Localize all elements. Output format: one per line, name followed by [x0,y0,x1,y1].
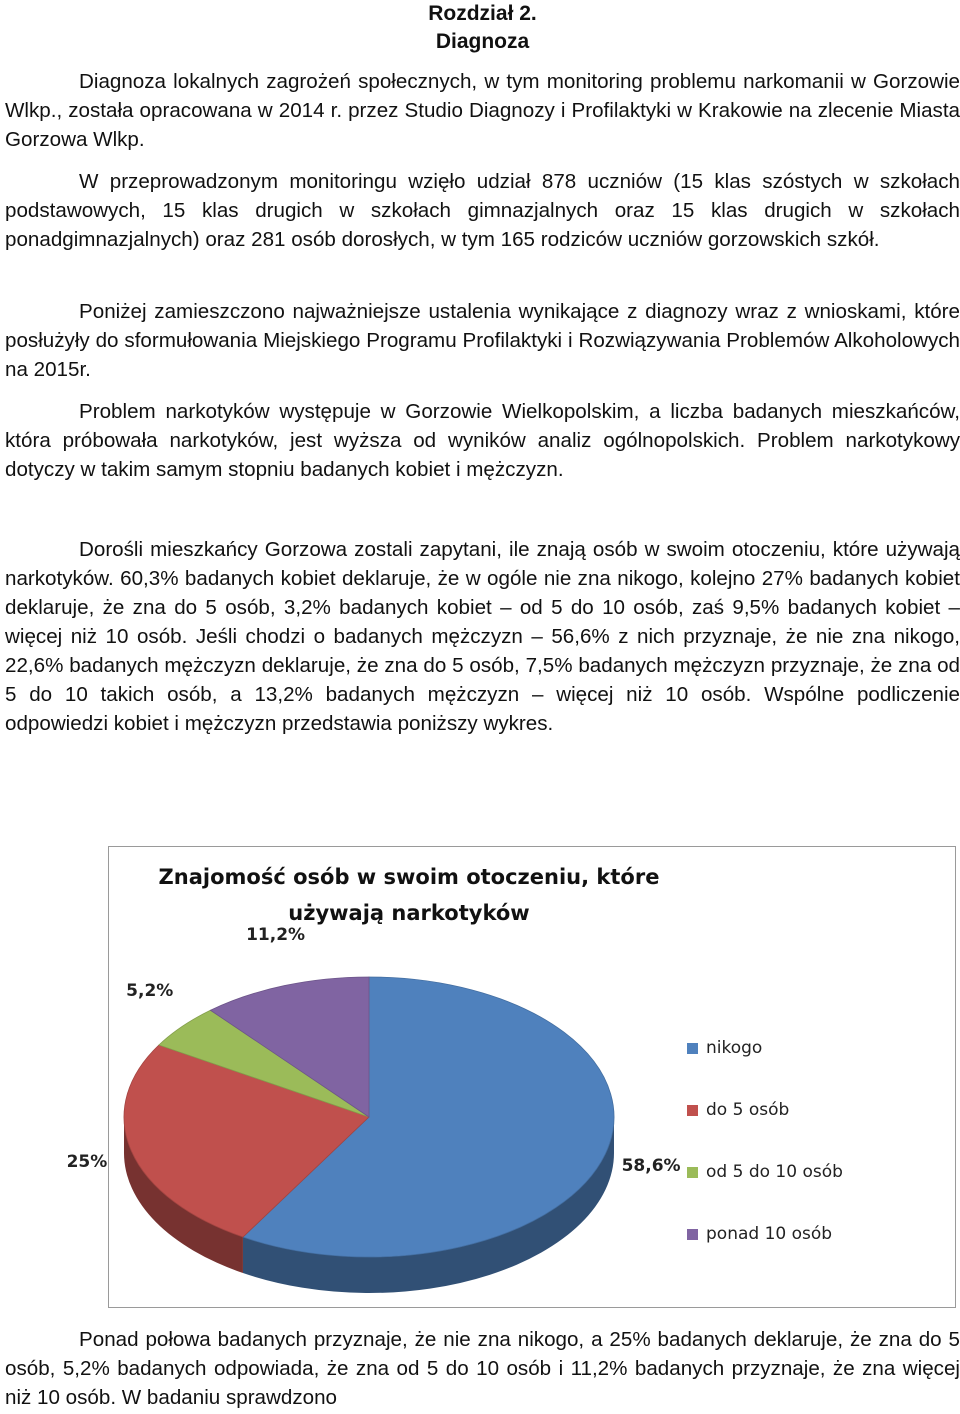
chapter-title: Diagnoza [435,30,530,53]
chapter-number: Rozdział 2. [428,2,537,25]
paragraph-drug-problem: Problem narkotyków występuje w Gorzowie Wielkopolskim, a liczba badanych mieszkańców, która próbowała narkotyków, jest wyższa od wyników analiz ogólnopolskich. Problem narkotykowy dotyczy w takim samym stopniu badanych kobiet i mężczyzn. [5,400,960,481]
pie-chart-container [66,846,956,1308]
chart-title [109,859,709,931]
legend-item-ponad-10-osób [687,1223,843,1245]
chart-title-line-1: Znajomość osób w swoim otoczeniu, które [158,865,660,889]
legend-label: nikogo [706,1038,763,1058]
legend-swatch [687,1043,698,1054]
legend-label: do 5 osób [706,1100,790,1120]
data-label-ponad-10-osób: 11,2% [246,924,306,945]
paragraph-key-findings: Poniżej zamieszczono najważniejsze ustalenia wynikające z diagnozy wraz z wnioskami, które posłużyły do sformułowania Miejskiego Programu Profilaktyki i Rozwiązywania Problemów Alkoholowych na 2015r. [5,300,960,381]
paragraph-diagnosis-intro: Diagnoza lokalnych zagrożeń społecznych, w tym monitoring problemu narkomanii w Gorzowie Wlkp., została opracowana w 2014 r. przez Studio Diagnozy i Profilaktyki w Krakowie na zlecenie Miasta Gorzowa Wlkp. [5,70,960,151]
legend-item-od-5-do-10-osób [687,1161,843,1183]
legend-label: od 5 do 10 osób [706,1162,843,1182]
data-label-nikogo: 58,6% [621,1156,681,1177]
paragraph-summary: Ponad połowa badanych przyznaje, że nie zna nikogo, a 25% badanych deklaruje, że zna do 5 osób, 5,2% badanych odpowiada, że zna od 5 do 10 osób i 11,2% badanych przyznaje, że zna więcej niż 10 osób. W badaniu sprawdzono [5,1328,960,1409]
legend-swatch [687,1167,698,1178]
paragraph-monitoring-participants: W przeprowadzonym monitoringu wzięło udział 878 uczniów (15 klas szóstych w szkołach podstawowych, 15 klas drugich w szkołach gimnazjalnych oraz 15 klas drugich w szkołach ponadgimnazjalnych) oraz 281 osób dorosłych, w tym 165 rodziców uczniów gorzowskich szkół. [5,170,960,251]
paragraph-survey-results: Dorośli mieszkańcy Gorzowa zostali zapytani, ile znają osób w swoim otoczeniu, które używają narkotyków. 60,3% badanych kobiet deklaruje, że w ogóle nie zna nikogo, kolejno 27% badanych kobiet deklaruje, że zna do 5 osób, 3,2% badanych kobiet – od 5 do 10 osób, zaś 9,5% badanych kobiet – więcej niż 10 osób. Jeśli chodzi o badanych mężczyzn – 56,6% z nich przyznaje, że nie zna nikogo, 22,6% badanych mężczyzn deklaruje, że zna do 5 osób, 7,5% badanych mężczyzn przyznaje, że zna od 5 do 10 takich osób, a 13,2% badanych mężczyzn – więcej niż 10 osób. Wspólne podliczenie odpowiedzi kobiet i mężczyzn przedstawia poniższy wykres. [5,538,960,735]
data-label-od-5-do-10-osób: 5,2% [126,980,174,1001]
chart-legend [687,1037,843,1285]
legend-swatch [687,1105,698,1116]
chart-title-line-2: używają narkotyków [288,901,530,925]
legend-item-nikogo [687,1037,843,1059]
data-label-do-5-osób: 25% [66,1151,108,1172]
legend-swatch [687,1229,698,1240]
chapter-heading [5,0,960,56]
legend-item-do-5-osób [687,1099,843,1121]
legend-label: ponad 10 osób [706,1224,833,1244]
